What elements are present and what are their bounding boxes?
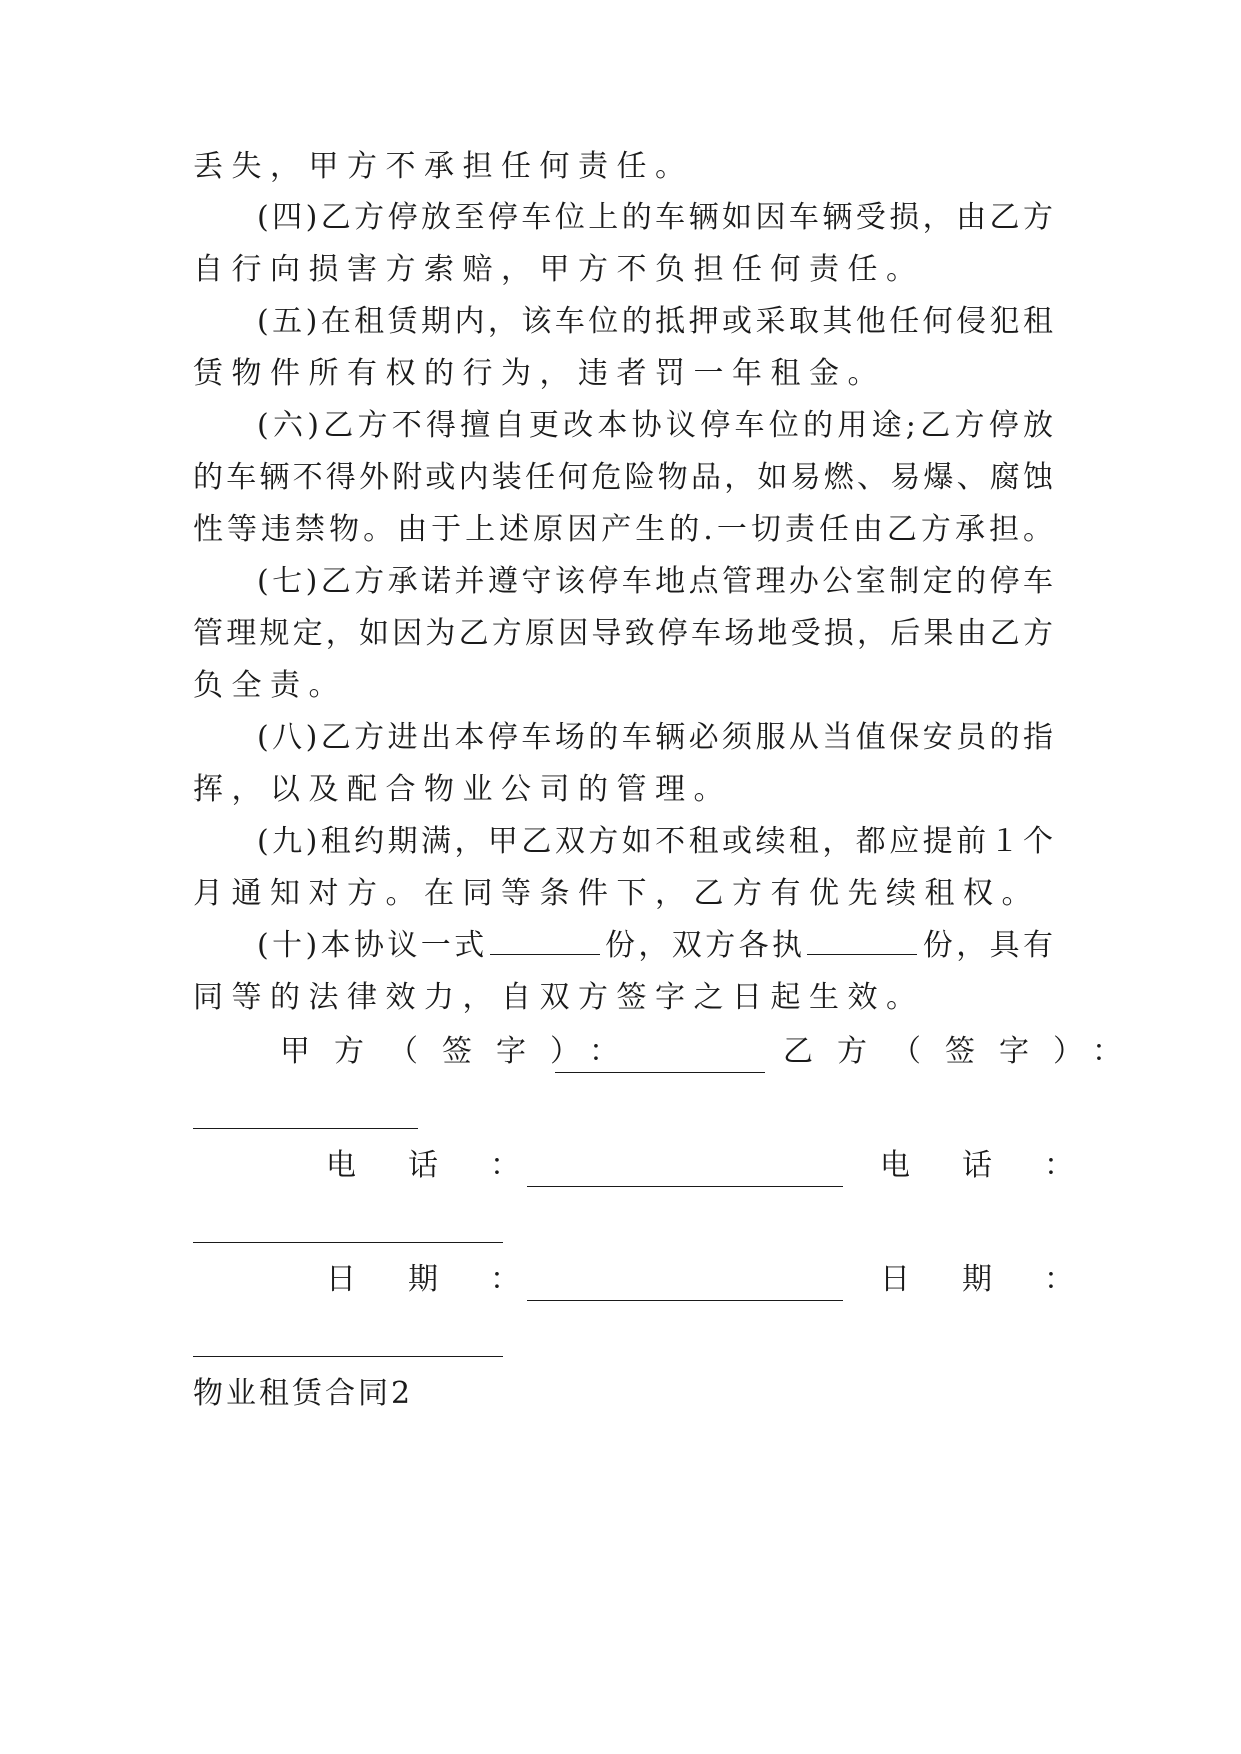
clause-9-line-1: (九)租约期满，甲乙双方如不租或续租，都应提前１个 — [257, 824, 1053, 859]
party-a-date-label: 日期： — [326, 1262, 572, 1297]
party-a-signature-label: 甲方（签字）： — [280, 1034, 643, 1069]
clause-7-line-2: 管理规定，如因为乙方原因导致停车场地受损，后果由乙方 — [193, 616, 1053, 651]
party-b-signature-blank[interactable] — [193, 1128, 418, 1129]
clause-10-text-2: 份，双方各执 — [601, 928, 806, 963]
clause-10-text-1: (十)本协议一式 — [257, 928, 488, 963]
clause-6-line-2: 的车辆不得外附或内装任何危险物品，如易燃、易爆、腐蚀 — [193, 460, 1053, 495]
body-line-1: 丢失，甲方不承担任何责任。 — [193, 149, 694, 184]
copies-each-blank[interactable] — [807, 924, 917, 955]
clause-10-line-2: 同等的法律效力，自双方签字之日起生效。 — [193, 980, 925, 1015]
clause-10-line-1 — [257, 924, 1053, 968]
party-a-phone-blank[interactable] — [527, 1186, 843, 1187]
clause-10-text-3: 份，具有 — [919, 928, 1054, 963]
clause-7-line-1: (七)乙方承诺并遵守该停车地点管理办公室制定的停车 — [257, 564, 1053, 599]
clause-4-line-1: (四)乙方停放至停车位上的车辆如因车辆受损，由乙方 — [257, 200, 1053, 235]
clause-5-line-2: 赁物件所有权的行为，违者罚一年租金。 — [193, 356, 886, 391]
party-b-phone-blank[interactable] — [193, 1242, 503, 1243]
party-a-signature-blank[interactable] — [555, 1072, 765, 1073]
party-a-phone-label: 电话： — [326, 1148, 572, 1183]
party-b-signature-label: 乙方（签字）： — [783, 1034, 1146, 1069]
next-document-title: 物业租赁合同2 — [193, 1376, 414, 1411]
clause-4-line-2: 自行向损害方索赔，甲方不负担任何责任。 — [193, 252, 925, 287]
copies-total-blank[interactable] — [490, 924, 600, 955]
clause-6-line-3: 性等违禁物。由于上述原因产生的.一切责任由乙方承担。 — [193, 512, 1053, 547]
party-a-date-blank[interactable] — [527, 1300, 843, 1301]
clause-7-line-3: 负全责。 — [193, 668, 347, 703]
clause-8-line-1: (八)乙方进出本停车场的车辆必须服从当值保安员的指 — [257, 720, 1053, 755]
party-b-date-blank[interactable] — [193, 1356, 503, 1357]
clause-6-line-1: (六)乙方不得擅自更改本协议停车位的用途;乙方停放 — [257, 408, 1053, 443]
clause-9-line-2: 月通知对方。在同等条件下，乙方有优先续租权。 — [193, 876, 1040, 911]
clause-5-line-1: (五)在租赁期内，该车位的抵押或采取其他任何侵犯租 — [257, 304, 1053, 339]
clause-8-line-2: 挥，以及配合物业公司的管理。 — [193, 772, 732, 807]
party-b-date-label: 日期： — [880, 1262, 1126, 1297]
party-b-phone-label: 电话： — [880, 1148, 1126, 1183]
